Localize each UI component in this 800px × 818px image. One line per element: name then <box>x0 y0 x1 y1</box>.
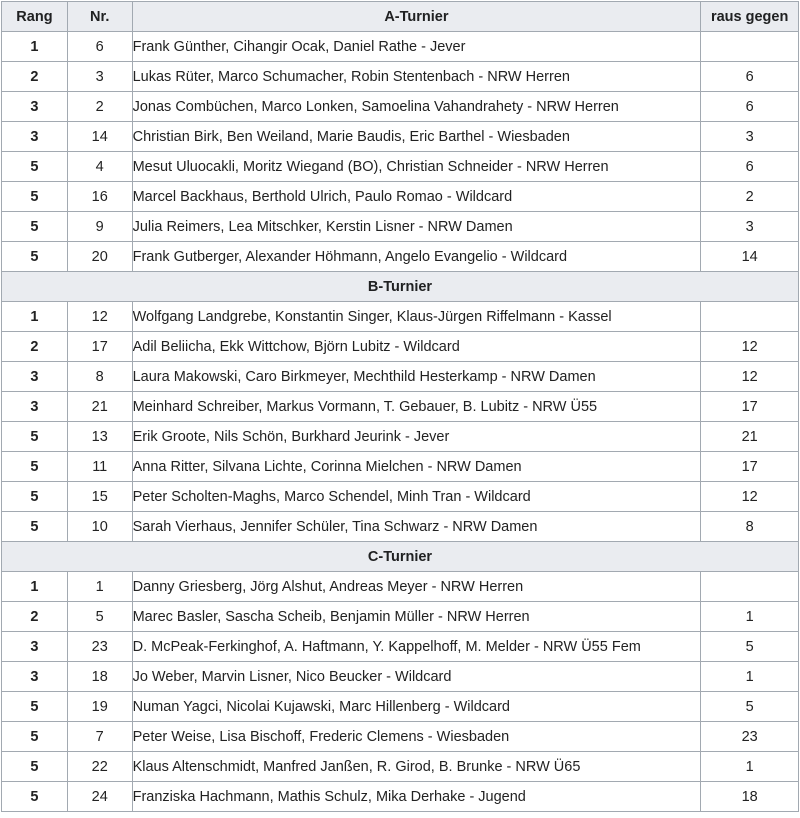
table-row <box>2 302 799 332</box>
rang-cell: 1 <box>2 302 68 332</box>
rang-cell: 3 <box>2 392 68 422</box>
section-title: C-Turnier <box>2 542 799 572</box>
raus-gegen-cell: 8 <box>701 512 799 542</box>
raus-gegen-cell: 17 <box>701 392 799 422</box>
table-row <box>2 692 799 722</box>
rang-cell: 1 <box>2 32 68 62</box>
team-cell: Peter Scholten-Maghs, Marco Schendel, Minh Tran - Wildcard <box>132 482 701 512</box>
rang-cell: 5 <box>2 722 68 752</box>
team-cell: Franziska Hachmann, Mathis Schulz, Mika Derhake - Jugend <box>132 782 701 812</box>
team-cell: Danny Griesberg, Jörg Alshut, Andreas Meyer - NRW Herren <box>132 572 701 602</box>
rang-cell: 3 <box>2 632 68 662</box>
raus-gegen-cell: 5 <box>701 632 799 662</box>
table-row <box>2 752 799 782</box>
nr-cell: 18 <box>67 662 132 692</box>
table-row <box>2 122 799 152</box>
table-row <box>2 332 799 362</box>
table-row <box>2 92 799 122</box>
rang-cell: 3 <box>2 122 68 152</box>
raus-gegen-cell: 6 <box>701 152 799 182</box>
team-cell: D. McPeak-Ferkinghof, A. Haftmann, Y. Kappelhoff, M. Melder - NRW Ü55 Fem <box>132 632 701 662</box>
team-cell: Adil Beliicha, Ekk Wittchow, Björn Lubitz - Wildcard <box>132 332 701 362</box>
team-cell: Numan Yagci, Nicolai Kujawski, Marc Hillenberg - Wildcard <box>132 692 701 722</box>
nr-cell: 2 <box>67 92 132 122</box>
nr-cell: 23 <box>67 632 132 662</box>
raus-gegen-cell: 2 <box>701 182 799 212</box>
team-cell: Erik Groote, Nils Schön, Burkhard Jeurink - Jever <box>132 422 701 452</box>
team-cell: Anna Ritter, Silvana Lichte, Corinna Mielchen - NRW Damen <box>132 452 701 482</box>
team-cell: Frank Gutberger, Alexander Höhmann, Angelo Evangelio - Wildcard <box>132 242 701 272</box>
table-row <box>2 452 799 482</box>
nr-cell: 12 <box>67 302 132 332</box>
rang-cell: 5 <box>2 152 68 182</box>
header-raus-gegen: raus gegen <box>701 2 799 32</box>
section-header-row <box>2 272 799 302</box>
team-cell: Julia Reimers, Lea Mitschker, Kerstin Lisner - NRW Damen <box>132 212 701 242</box>
nr-cell: 8 <box>67 362 132 392</box>
rang-cell: 2 <box>2 602 68 632</box>
team-cell: Marcel Backhaus, Berthold Ulrich, Paulo Romao - Wildcard <box>132 182 701 212</box>
table-row <box>2 482 799 512</box>
team-cell: Mesut Uluocakli, Moritz Wiegand (BO), Christian Schneider - NRW Herren <box>132 152 701 182</box>
table-row <box>2 152 799 182</box>
table-row <box>2 212 799 242</box>
team-cell: Jonas Combüchen, Marco Lonken, Samoelina Vahandrahety - NRW Herren <box>132 92 701 122</box>
nr-cell: 6 <box>67 32 132 62</box>
nr-cell: 9 <box>67 212 132 242</box>
nr-cell: 10 <box>67 512 132 542</box>
results-table <box>1 1 799 812</box>
team-cell: Lukas Rüter, Marco Schumacher, Robin Stentenbach - NRW Herren <box>132 62 701 92</box>
section-header-row <box>2 542 799 572</box>
header-section-a: A-Turnier <box>132 2 701 32</box>
table-row <box>2 242 799 272</box>
raus-gegen-cell: 1 <box>701 602 799 632</box>
nr-cell: 14 <box>67 122 132 152</box>
rang-cell: 1 <box>2 572 68 602</box>
rang-cell: 3 <box>2 92 68 122</box>
table-row <box>2 782 799 812</box>
nr-cell: 5 <box>67 602 132 632</box>
nr-cell: 21 <box>67 392 132 422</box>
nr-cell: 24 <box>67 782 132 812</box>
raus-gegen-cell <box>701 572 799 602</box>
rang-cell: 5 <box>2 482 68 512</box>
rang-cell: 5 <box>2 452 68 482</box>
rang-cell: 2 <box>2 332 68 362</box>
raus-gegen-cell: 5 <box>701 692 799 722</box>
nr-cell: 20 <box>67 242 132 272</box>
raus-gegen-cell: 3 <box>701 122 799 152</box>
raus-gegen-cell: 12 <box>701 482 799 512</box>
nr-cell: 15 <box>67 482 132 512</box>
rang-cell: 2 <box>2 62 68 92</box>
raus-gegen-cell <box>701 32 799 62</box>
raus-gegen-cell: 17 <box>701 452 799 482</box>
team-cell: Laura Makowski, Caro Birkmeyer, Mechthild Hesterkamp - NRW Damen <box>132 362 701 392</box>
team-cell: Frank Günther, Cihangir Ocak, Daniel Rathe - Jever <box>132 32 701 62</box>
rang-cell: 5 <box>2 692 68 722</box>
table-row <box>2 422 799 452</box>
nr-cell: 22 <box>67 752 132 782</box>
rang-cell: 5 <box>2 242 68 272</box>
nr-cell: 17 <box>67 332 132 362</box>
nr-cell: 3 <box>67 62 132 92</box>
nr-cell: 11 <box>67 452 132 482</box>
rang-cell: 5 <box>2 782 68 812</box>
table-row <box>2 362 799 392</box>
nr-cell: 7 <box>67 722 132 752</box>
nr-cell: 19 <box>67 692 132 722</box>
table-row <box>2 662 799 692</box>
rang-cell: 5 <box>2 752 68 782</box>
table-row <box>2 602 799 632</box>
team-cell: Marec Basler, Sascha Scheib, Benjamin Müller - NRW Herren <box>132 602 701 632</box>
team-cell: Christian Birk, Ben Weiland, Marie Baudis, Eric Barthel - Wiesbaden <box>132 122 701 152</box>
table-row <box>2 182 799 212</box>
raus-gegen-cell: 18 <box>701 782 799 812</box>
rang-cell: 3 <box>2 362 68 392</box>
rang-cell: 5 <box>2 422 68 452</box>
header-rang: Rang <box>2 2 68 32</box>
table-row <box>2 632 799 662</box>
nr-cell: 1 <box>67 572 132 602</box>
raus-gegen-cell: 1 <box>701 662 799 692</box>
table-row <box>2 722 799 752</box>
table-row <box>2 512 799 542</box>
team-cell: Meinhard Schreiber, Markus Vormann, T. Gebauer, B. Lubitz - NRW Ü55 <box>132 392 701 422</box>
raus-gegen-cell: 21 <box>701 422 799 452</box>
team-cell: Sarah Vierhaus, Jennifer Schüler, Tina Schwarz - NRW Damen <box>132 512 701 542</box>
rang-cell: 5 <box>2 212 68 242</box>
section-title: B-Turnier <box>2 272 799 302</box>
team-cell: Jo Weber, Marvin Lisner, Nico Beucker - Wildcard <box>132 662 701 692</box>
header-row <box>2 2 799 32</box>
rang-cell: 5 <box>2 182 68 212</box>
nr-cell: 13 <box>67 422 132 452</box>
table-row <box>2 572 799 602</box>
raus-gegen-cell: 6 <box>701 92 799 122</box>
header-nr: Nr. <box>67 2 132 32</box>
raus-gegen-cell: 3 <box>701 212 799 242</box>
table-row <box>2 392 799 422</box>
team-cell: Peter Weise, Lisa Bischoff, Frederic Clemens - Wiesbaden <box>132 722 701 752</box>
raus-gegen-cell: 1 <box>701 752 799 782</box>
table-row <box>2 62 799 92</box>
nr-cell: 4 <box>67 152 132 182</box>
raus-gegen-cell: 14 <box>701 242 799 272</box>
raus-gegen-cell: 12 <box>701 362 799 392</box>
raus-gegen-cell: 12 <box>701 332 799 362</box>
table-row <box>2 32 799 62</box>
rang-cell: 5 <box>2 512 68 542</box>
raus-gegen-cell: 6 <box>701 62 799 92</box>
table-body <box>2 32 799 812</box>
raus-gegen-cell: 23 <box>701 722 799 752</box>
raus-gegen-cell <box>701 302 799 332</box>
team-cell: Klaus Altenschmidt, Manfred Janßen, R. Girod, B. Brunke - NRW Ü65 <box>132 752 701 782</box>
team-cell: Wolfgang Landgrebe, Konstantin Singer, Klaus-Jürgen Riffelmann - Kassel <box>132 302 701 332</box>
rang-cell: 3 <box>2 662 68 692</box>
nr-cell: 16 <box>67 182 132 212</box>
